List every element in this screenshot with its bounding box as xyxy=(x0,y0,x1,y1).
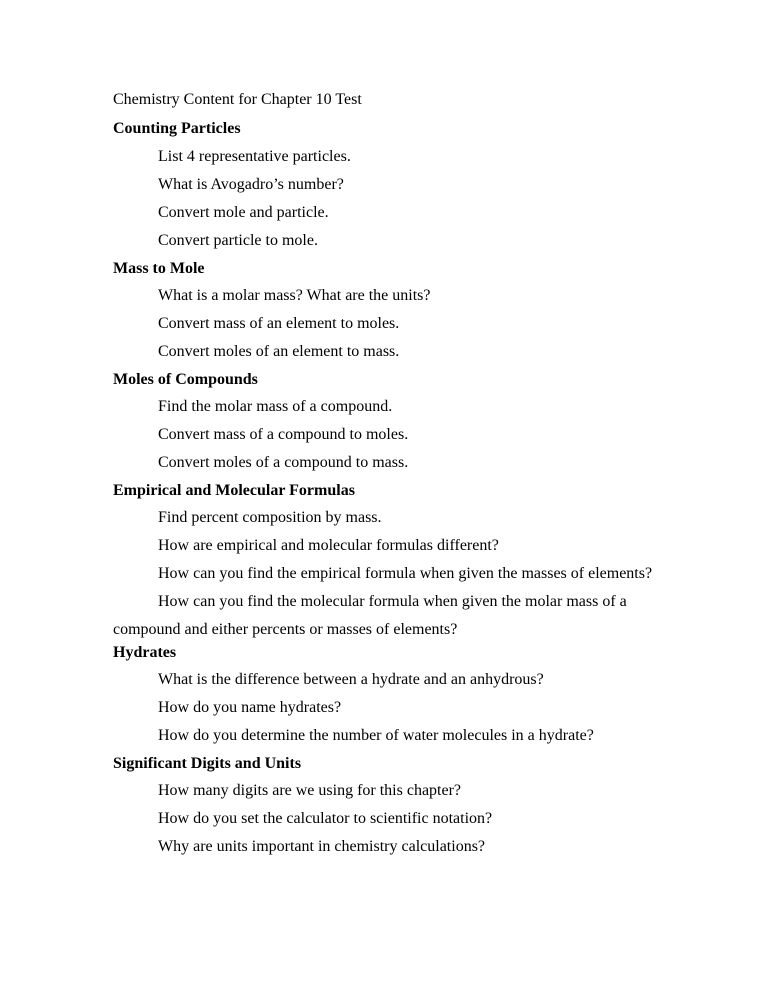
section-mass-to-mole xyxy=(113,259,673,370)
sections-list xyxy=(113,119,673,865)
list-item-wrapped: How can you find the molecular formula when given the molar mass of a compound and either percents or masses of elements? xyxy=(113,593,627,638)
section-heading: Moles of Compounds xyxy=(113,371,258,388)
list-item: Convert mole and particle. xyxy=(158,204,329,221)
list-item: Convert moles of an element to mass. xyxy=(158,343,400,360)
list-item: What is the difference between a hydrate and an anhydrous? xyxy=(158,671,544,688)
section-heading: Significant Digits and Units xyxy=(113,755,302,772)
list-item: Find the molar mass of a compound. xyxy=(158,398,393,415)
list-item: Find percent composition by mass. xyxy=(158,509,382,526)
list-item: Convert mass of a compound to moles. xyxy=(158,426,409,443)
list-item: List 4 representative particles. xyxy=(158,148,351,165)
list-item: How do you determine the number of water molecules in a hydrate? xyxy=(158,727,594,744)
section-counting-particles xyxy=(113,119,673,259)
list-item: Why are units important in chemistry calculations? xyxy=(158,838,486,855)
section-significant-digits-units xyxy=(113,754,673,865)
section-empirical-molecular-formulas xyxy=(113,481,673,643)
list-item: Convert mass of an element to moles. xyxy=(158,315,400,332)
section-heading: Mass to Mole xyxy=(113,260,205,277)
list-item: Convert particle to mole. xyxy=(158,232,318,249)
list-item: What is a molar mass? What are the units? xyxy=(158,287,431,304)
document-title: Chemistry Content for Chapter 10 Test xyxy=(113,91,362,108)
section-hydrates xyxy=(113,643,673,754)
list-item: How can you find the empirical formula when given the masses of elements? xyxy=(158,565,653,582)
section-moles-of-compounds xyxy=(113,370,673,481)
list-item: Convert moles of a compound to mass. xyxy=(158,454,409,471)
section-heading: Counting Particles xyxy=(113,120,241,137)
section-heading: Empirical and Molecular Formulas xyxy=(113,482,355,499)
list-item: How do you set the calculator to scientific notation? xyxy=(158,810,493,827)
list-item: How many digits are we using for this chapter? xyxy=(158,782,462,799)
list-item: What is Avogadro’s number? xyxy=(158,176,344,193)
list-item: How are empirical and molecular formulas different? xyxy=(158,537,499,554)
section-heading: Hydrates xyxy=(113,644,177,661)
list-item: How do you name hydrates? xyxy=(158,699,342,716)
